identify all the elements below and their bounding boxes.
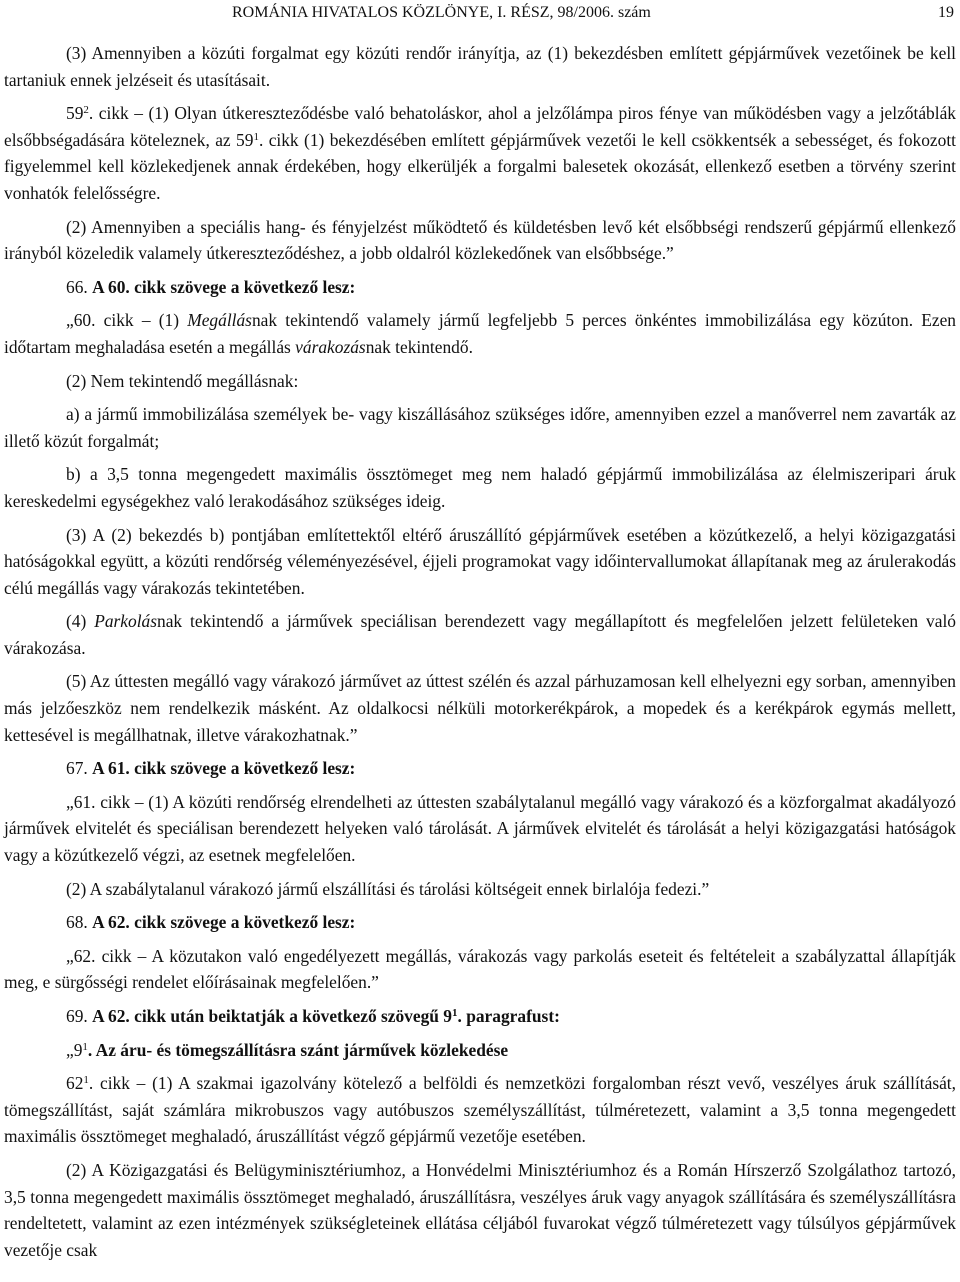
section-heading: 69. A 62. cikk után beiktatják a következő szövegű $9^1$. paragrafust: bbox=[66, 1006, 560, 1026]
paragraph: (3) A (2) bekezdés b) pontjában említettektől eltérő áruszállító gépjárművek esetében a közútkezelő, a helyi közigazgatási hatóságokkal együtt, a közúti rendőrség véleményezésével, éjjeli programokat vagy időintervallumokat állapítanak meg az árulerakodás célú megállás vagy várakozás tekintetében. bbox=[4, 524, 956, 598]
paragraph: „61. cikk – (1) A közúti rendőrség elrendelheti az úttesten szabálytalanul megálló vagy várakozó és a közforgalmat akadályozó járművek elvitelét és speciálisan berendezett helyeken való tárolását. A járművek elvitelét és tárolását a helyi közigazgatási hatóságok vagy a közútkezelő végzi, az esetnek megfelelően. bbox=[4, 791, 956, 866]
paragraph: $62^1$. cikk – (1) A szakmai igazolvány kötelező a belföldi és nemzetközi forgalomban részt vevő, veszélyes áruk szállítását, tömegszállítást, saját számlára mikrobuszos vagy autóbuszos személyszállítást, túlméretezett, valamint a 3,5 tonna megengedett maximális össztömeget meghaladó, áruszállítást végző gépjármű vezetője esetében. bbox=[4, 1073, 956, 1147]
paragraph: (2) A Közigazgatási és Belügyminisztériumhoz, a Honvédelmi Minisztériumhoz és a Román Hírszerző Szolgálathoz tartozó, 3,5 tonna megengedett maximális össztömeget meghaladó, áruszállításra, veszélyes áruk vagy anyagok szállítására és személyszállításra rendeltetett, valamint az ezen intézmények szükségleteinek ellátása céljából fuvarokat végző túlméretezett vagy túlsúlyos gépjárművek vezetője csak bbox=[4, 1159, 956, 1260]
paragraph: (2) Nem tekintendő megállásnak: bbox=[66, 370, 299, 391]
paragraph: (5) Az úttesten megálló vagy várakozó járművet az úttest szélén és azzal párhuzamosan kell elhelyezni egy sorban, amennyiben más jelzőeszköz nem rendelkezik másként. Az oldalkocsi nélküli motorkerékpárok, a mopedek és a kerékpárok egymás mellett, kettesével is megállhatnak, illetve várakozhatnak.” bbox=[4, 671, 956, 745]
header-title: ROMÁNIA HIVATALOS KÖZLÖNYE, I. RÉSZ, 98/2006. szám bbox=[232, 4, 651, 21]
paragraph: b) a 3,5 tonna megengedett maximális össztömeget meg nem haladó gépjármű immobilizálása az élelmiszeripari áruk kereskedelmi egységekhez való lerakodásához szükséges ideig. bbox=[4, 464, 956, 511]
section-heading: 66. A 60. cikk szövege a következő lesz: bbox=[66, 276, 356, 297]
paragraph: $59^2$. cikk – (1) Olyan útkereszteződésbe való behatoláskor, ahol a jelzőlámpa piros fénye van működésben vagy a jelzőtáblák elsőbbségadására köteleznek, az $59^1$. cikk (1) bekezdésében említett gépjárművek vezetői le kell csökkentsék a sebességet, és fokozott figyelemmel kell közlekedjenek annak érdekében, hogy elkerüljék a forgalmi balesetek okozását, ellenkező esetben a törvény szerint vonhatók felelősségre. bbox=[4, 103, 956, 203]
paragraph: a) a jármű immobilizálása személyek be- vagy kiszállásához szükséges időre, amennyiben ezzel a manőverrel nem zavarták az illető közút forgalmát; bbox=[4, 404, 956, 451]
document-body bbox=[4, 40, 956, 1270]
page-header bbox=[0, 0, 960, 28]
paragraph: „60. cikk – (1) Megállásnak tekintendő valamely jármű legfeljebb 5 perces önkéntes immobilizálása egy közúton. Ezen időtartam meghaladása esetén a megállás várakozásnak tekintendő. bbox=[4, 310, 957, 357]
paragraph: (2) Amennyiben a speciális hang- és fényjelzést működtető és küldetésben levő két elsőbbségi rendszerű gépjármű ellenkező irányból közeledik valamely útkereszteződéshez, a jobb oldalról közlekedőnek van elsőbbsége.” bbox=[4, 216, 956, 264]
section-heading: 68. A 62. cikk szövege a következő lesz: bbox=[66, 912, 356, 933]
paragraph: (2) A szabálytalanul várakozó jármű elszállítási és tárolási költségeit ennek birlalója fedezi.” bbox=[66, 878, 710, 899]
paragraph: (3) Amennyiben a közúti forgalmat egy közúti rendőr irányítja, az (1) bekezdésben említett gépjárművek vezetőinek be kell tartaniuk ennek jelzéseit és utasításait. bbox=[4, 43, 956, 90]
paragraph: „62. cikk – A közutakon való engedélyezett megállás, várakozás vagy parkolás eseteit és feltételeit a szabályzattal állapítják meg, e sürgősségi rendelet előírásainak megfelelően.” bbox=[4, 945, 956, 993]
paragraph: (4) Parkolásnak tekintendő a járművek speciálisan berendezett vagy megállapított és megfelelően jelzett felületeken való várakozása. bbox=[4, 611, 956, 658]
section-title: $„9^1$. Az áru- és tömegszállításra szánt járművek közlekedése bbox=[66, 1039, 509, 1060]
page-number: 19 bbox=[938, 4, 954, 21]
section-heading: 67. A 61. cikk szövege a következő lesz: bbox=[66, 758, 356, 779]
